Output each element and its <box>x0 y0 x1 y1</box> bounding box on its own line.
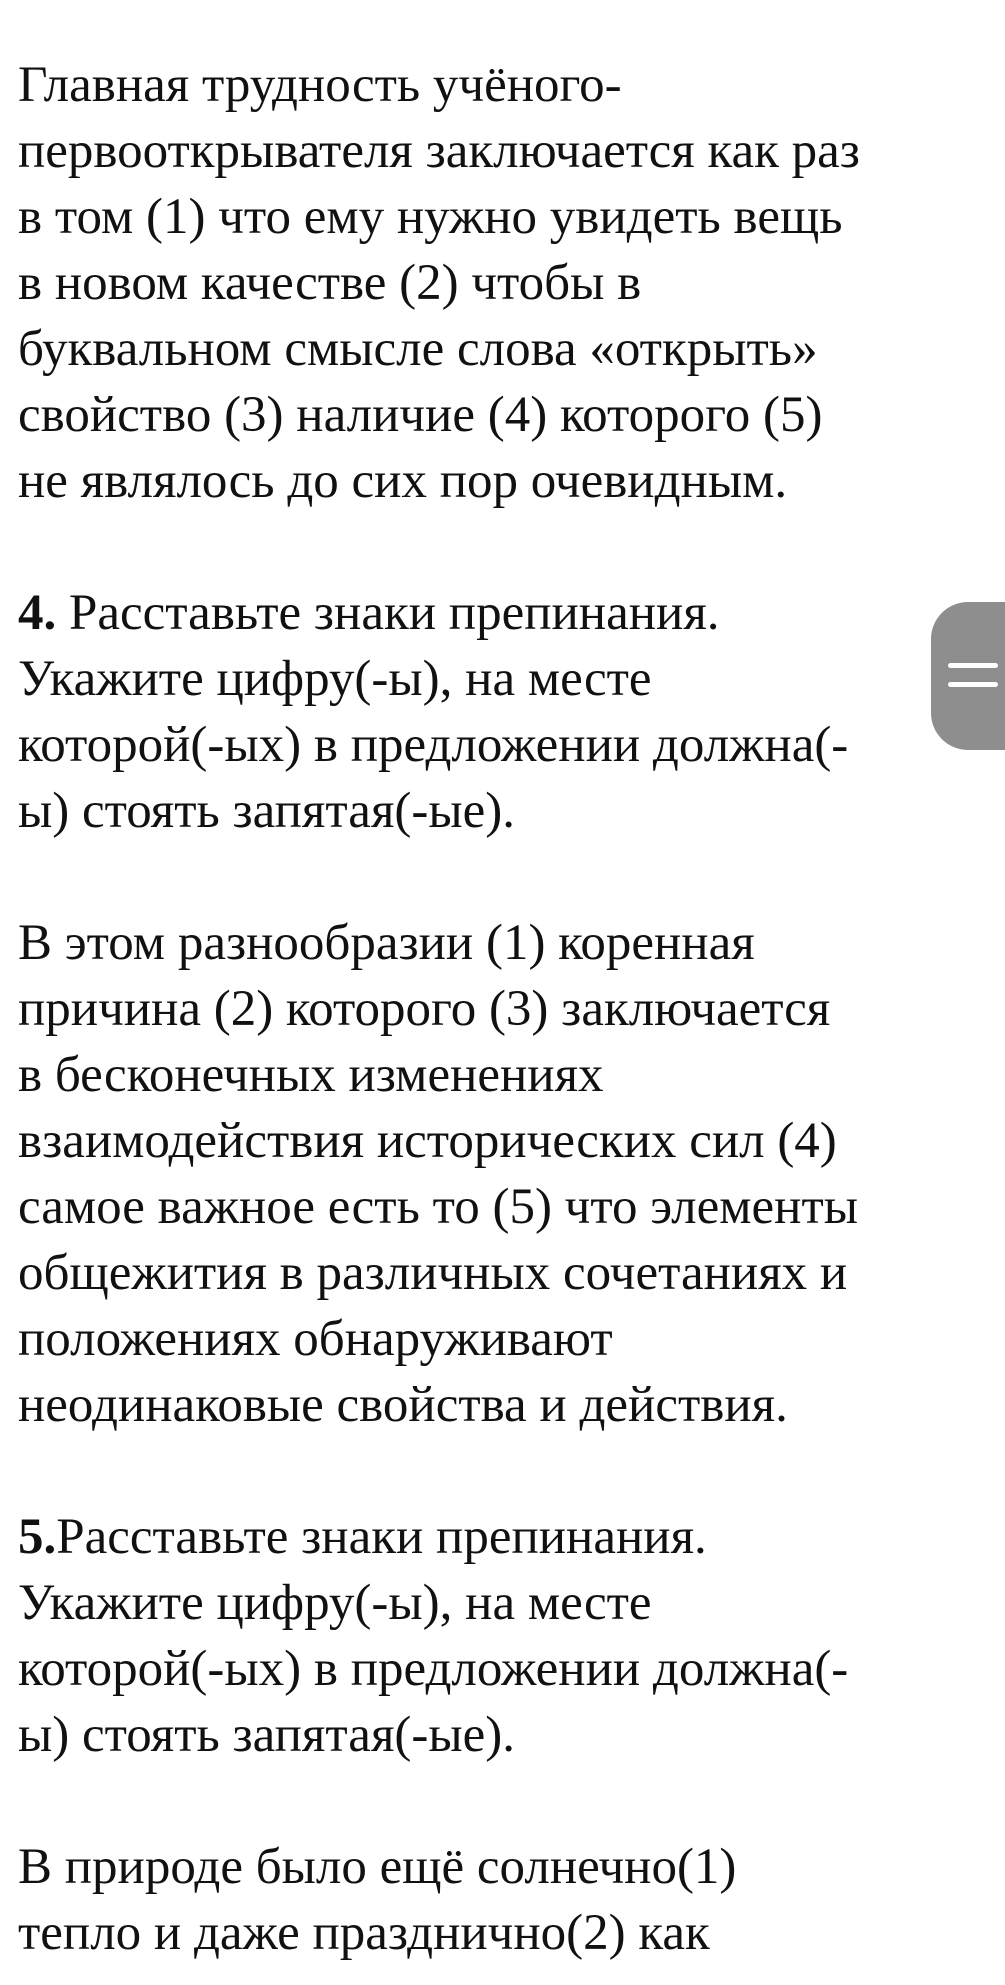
scroll-handle[interactable] <box>931 602 1005 750</box>
text-line: не являлось до сих пор очевидным. <box>18 453 788 509</box>
task-4-first-line <box>18 580 938 646</box>
paragraph-1 <box>18 52 938 514</box>
text-line: в бесконечных изменениях <box>18 1047 604 1103</box>
paragraph-3 <box>18 1834 938 1966</box>
document-body <box>18 52 938 1966</box>
text-line: свойство (3) наличие (4) которого (5) <box>18 387 823 443</box>
task-4 <box>18 580 938 844</box>
text-line: Главная трудность учёного- <box>18 57 622 113</box>
text-line: Укажите цифру(-ы), на месте <box>18 651 652 707</box>
task-5-number: 5. <box>18 1509 57 1565</box>
task-4-instruction: Расставьте знаки препинания. <box>56 585 720 641</box>
paragraph-gap <box>18 514 938 580</box>
text-line: буквальном смысле слова «открыть» <box>18 321 818 377</box>
text-line: В природе было ещё солнечно(1) <box>18 1839 737 1895</box>
task-5-first-line <box>18 1504 938 1570</box>
task-5 <box>18 1504 938 1768</box>
text-line: ы) стоять запятая(-ые). <box>18 783 516 839</box>
text-line: причина (2) которого (3) заключается <box>18 981 831 1037</box>
text-line: в том (1) что ему нужно увидеть вещь <box>18 189 843 245</box>
text-line: самое важное есть то (5) что элементы <box>18 1179 859 1235</box>
text-line: Укажите цифру(-ы), на месте <box>18 1575 652 1631</box>
text-line: тепло и даже празднично(2) как <box>18 1905 710 1961</box>
text-line: в новом качестве (2) чтобы в <box>18 255 642 311</box>
grip-line <box>948 682 998 687</box>
text-line: ы) стоять запятая(-ые). <box>18 1707 516 1763</box>
text-line: первооткрывателя заключается как раз <box>18 123 860 179</box>
text-line: взаимодействия исторических сил (4) <box>18 1113 837 1169</box>
grip-line <box>948 663 998 668</box>
text-line: общежития в различных сочетаниях и <box>18 1245 848 1301</box>
task-5-instruction: Расставьте знаки препинания. <box>56 1509 707 1565</box>
task-4-number: 4. <box>18 585 57 641</box>
text-line: которой(-ых) в предложении должна(- <box>18 717 849 773</box>
paragraph-gap <box>18 1438 938 1504</box>
paragraph-gap <box>18 1768 938 1834</box>
text-line: которой(-ых) в предложении должна(- <box>18 1641 849 1697</box>
text-line: неодинаковые свойства и действия. <box>18 1377 788 1433</box>
text-line: В этом разнообразии (1) коренная <box>18 915 755 971</box>
paragraph-gap <box>18 844 938 910</box>
paragraph-2 <box>18 910 938 1438</box>
text-line: положениях обнаруживают <box>18 1311 613 1367</box>
